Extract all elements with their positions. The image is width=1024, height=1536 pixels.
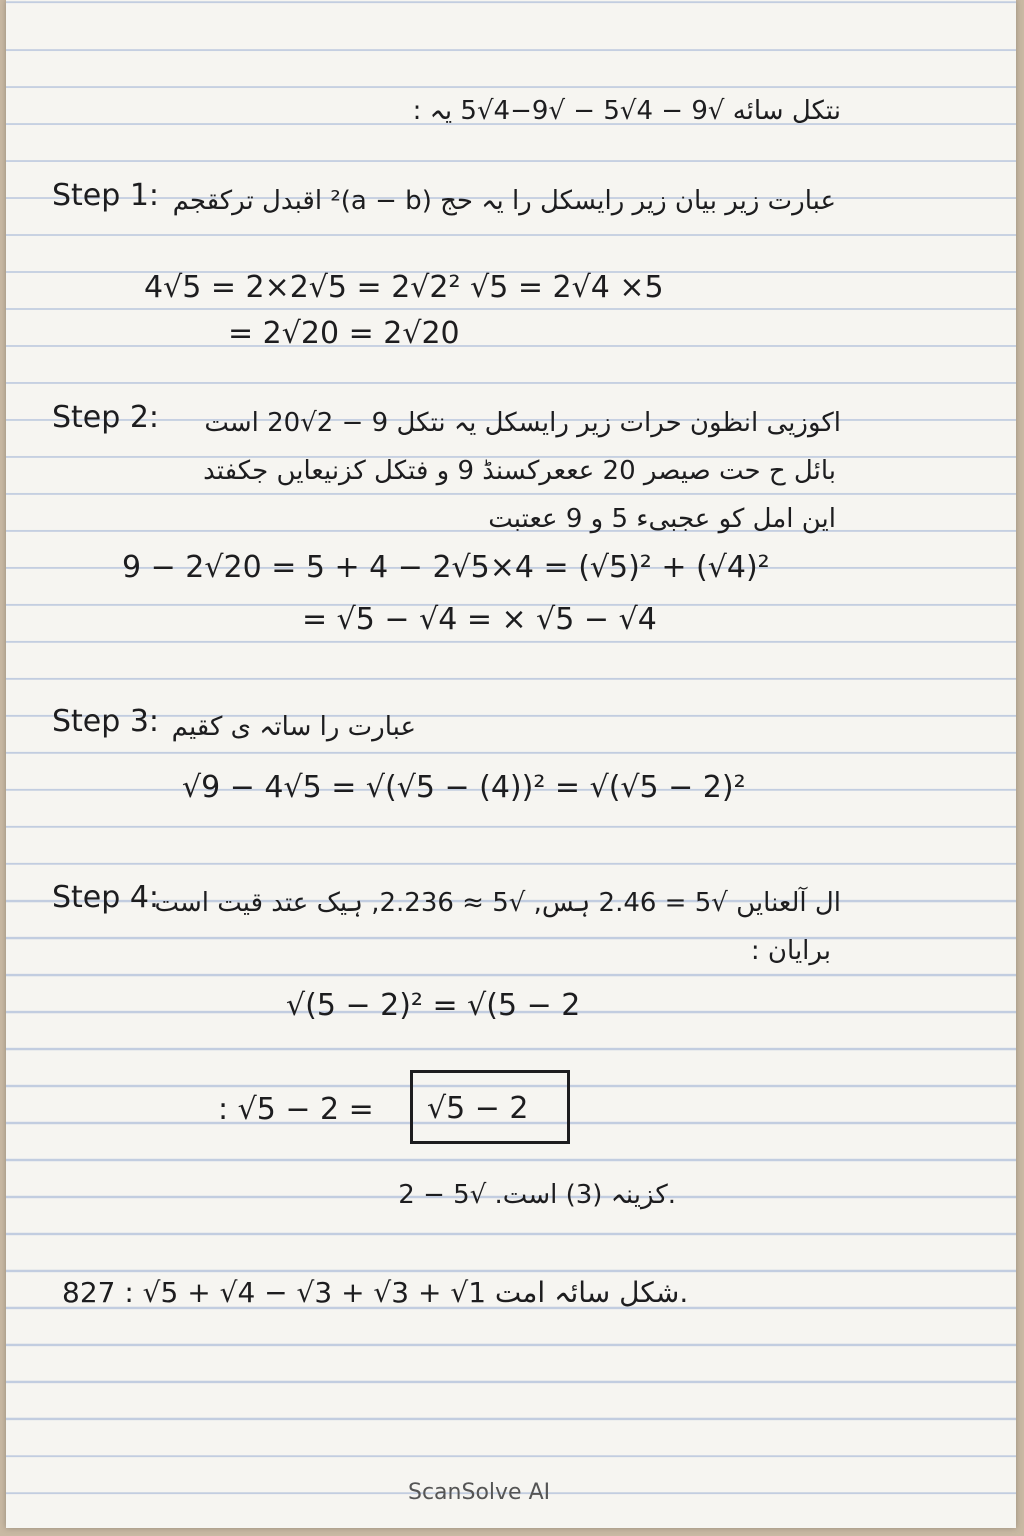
step-3-text: عبارت را ساتہ ی کقیم [171,712,416,742]
step-2-text-line-3: این امل کو عجبیء 5 و 9 ععتبت [488,504,836,534]
notebook-page [6,0,1016,1528]
conclusion-line: .کزینہ (3) است. √5 − 2 [398,1180,676,1210]
step-2-text-line-2: بائل ح حت صیصر 20 عععرکسنڈ 9 و فتکل کزنیعایں جکفتد [203,456,836,486]
step-4-text-line-1: ال آلعنایں √5 = 2.46 ہس, √5 ≈ 2.236, ہیک عتد قیت است [154,888,841,918]
step-2-math-line-2: = √5 − √4 = × √5 − √4 [302,602,657,637]
problem-statement: نتکل سائه √9 − 4√5 − √9−4√5 یہ : [412,96,841,126]
step-4-label: Step 4: [52,880,160,915]
final-line: 827 : √5 + √4 − √3 + √3 + √1 شکل سائہ امت. [62,1276,689,1309]
step-1-text: عبارت زیر بیان زیر رایسکل را یہ حج (a − b)² اقبدل ترکقجم [172,186,836,216]
step-2-text-line-1: اکوزیی انظون حرات زیر رایسکل یہ نتکل 9 − 2√20 است [204,408,841,438]
step-2-math-line-1: 9 − 2√20 = 5 + 4 − 2√5×4 = (√5)² + (√4)² [122,550,770,585]
step-4-math-line-2: : √5 − 2 = [218,1092,374,1127]
step-4-math-line-1: √(5 − 2)² = √(5 − 2 [286,988,581,1023]
step-3-math: √9 − 4√5 = √(√5 − (4))² = √(√5 − 2)² [182,770,746,805]
step-1-math-line-2: = 2√20 = 2√20 [228,316,460,351]
final-answer: √5 − 2 [427,1091,529,1126]
step-1-label: Step 1: [52,178,160,213]
footer-brand: ScanSolve AI [408,1480,551,1505]
step-2-label: Step 2: [52,400,160,435]
step-3-label: Step 3: [52,704,160,739]
final-answer-box [410,1070,570,1144]
step-1-math-line-1: 4√5 = 2×2√5 = 2√2² √5 = 2√4 ×5 [144,270,664,305]
step-4-text-line-2: برایان : [750,936,831,966]
